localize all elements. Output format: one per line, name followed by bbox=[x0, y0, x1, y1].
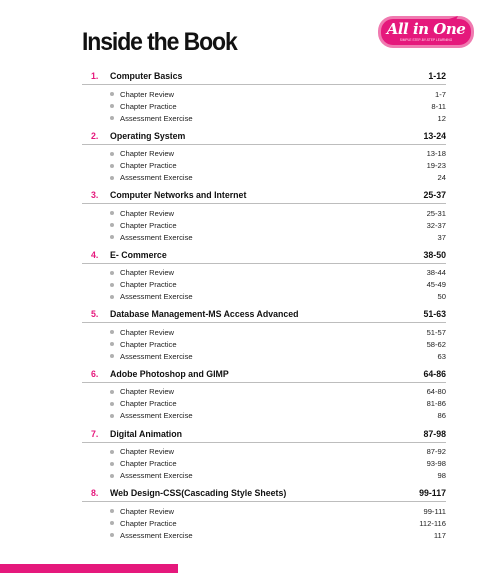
list-item[interactable]: Chapter Review 64-80 bbox=[82, 386, 446, 398]
chapter-pages: 38-50 bbox=[423, 249, 446, 260]
chapter-number: 6. bbox=[91, 368, 99, 379]
list-item[interactable]: Chapter Practice 93-98 bbox=[82, 458, 446, 470]
bullet-icon bbox=[110, 390, 114, 394]
list-item[interactable]: Assessment Exercise 24 bbox=[82, 172, 446, 184]
chapter-number: 3. bbox=[91, 190, 99, 201]
bullet-icon bbox=[110, 283, 114, 287]
list-item[interactable]: Chapter Review 87-92 bbox=[82, 446, 446, 458]
list-item[interactable]: Chapter Review 25-31 bbox=[82, 207, 446, 219]
chapter-6 bbox=[82, 366, 446, 426]
chapter-8 bbox=[82, 485, 446, 545]
bullet-icon bbox=[110, 164, 114, 168]
brand-logo-text: All in One bbox=[386, 20, 466, 38]
chapter-title: E- Commerce bbox=[110, 249, 167, 260]
chapter-pages: 87-98 bbox=[423, 428, 446, 439]
list-item[interactable]: Chapter Practice 112-116 bbox=[82, 517, 446, 529]
list-item[interactable]: Chapter Review 51-57 bbox=[82, 326, 446, 338]
chapter-title: Adobe Photoshop and GIMP bbox=[110, 368, 229, 379]
chapter-subsections bbox=[82, 267, 446, 303]
chapter-title: Digital Animation bbox=[110, 428, 183, 439]
chapter-title: Computer Basics bbox=[110, 71, 183, 81]
chapter-subsections bbox=[82, 505, 446, 541]
chapter-pages: 25-37 bbox=[423, 190, 446, 201]
list-item[interactable]: Chapter Practice 19-23 bbox=[82, 160, 446, 172]
footer-accent-bar bbox=[0, 564, 178, 573]
bullet-icon bbox=[110, 176, 114, 180]
list-item[interactable]: Assessment Exercise 86 bbox=[82, 410, 446, 422]
list-item[interactable]: Chapter Review 13-18 bbox=[82, 148, 446, 160]
chapter-pages: 1-12 bbox=[428, 71, 446, 81]
chapter-2 bbox=[82, 128, 446, 188]
bullet-icon bbox=[110, 474, 114, 478]
chapter-heading[interactable] bbox=[82, 247, 446, 264]
bullet-icon bbox=[110, 354, 114, 358]
chapter-subsections bbox=[82, 88, 446, 124]
bullet-icon bbox=[110, 462, 114, 466]
chapter-5 bbox=[82, 306, 446, 366]
bullet-icon bbox=[110, 533, 114, 537]
chapter-pages: 51-63 bbox=[423, 309, 446, 320]
bullet-icon bbox=[110, 152, 114, 156]
chapter-number: 8. bbox=[91, 488, 99, 499]
brand-logo-tagline: SIMPLE STEP-BY-STEP LEARNING bbox=[399, 38, 453, 42]
bullet-icon bbox=[110, 211, 114, 215]
chapter-subsections bbox=[82, 446, 446, 482]
chapter-subsections bbox=[82, 148, 446, 184]
chapter-pages: 64-86 bbox=[423, 368, 446, 379]
bullet-icon bbox=[110, 450, 114, 454]
chapter-7 bbox=[82, 426, 446, 486]
table-of-contents bbox=[82, 68, 446, 545]
bullet-icon bbox=[110, 116, 114, 120]
list-item[interactable]: Assessment Exercise 37 bbox=[82, 231, 446, 243]
chapter-pages: 99-117 bbox=[419, 488, 446, 499]
chapter-3 bbox=[82, 187, 446, 247]
chapter-heading[interactable] bbox=[82, 68, 446, 85]
chapter-subsections bbox=[82, 386, 446, 422]
chapter-title: Web Design-CSS(Cascading Style Sheets) bbox=[110, 488, 287, 499]
chapter-subsections bbox=[82, 207, 446, 243]
bullet-icon bbox=[110, 295, 114, 299]
chapter-heading[interactable] bbox=[82, 306, 446, 323]
chapter-1 bbox=[82, 68, 446, 128]
list-item[interactable]: Chapter Practice 58-62 bbox=[82, 338, 446, 350]
chapter-number: 7. bbox=[91, 428, 99, 439]
bullet-icon bbox=[110, 342, 114, 346]
chapter-4 bbox=[82, 247, 446, 307]
list-item[interactable]: Assessment Exercise 50 bbox=[82, 291, 446, 303]
bullet-icon bbox=[110, 235, 114, 239]
chapter-title: Operating System bbox=[110, 130, 186, 141]
chapter-number: 4. bbox=[91, 249, 99, 260]
list-item[interactable]: Assessment Exercise 63 bbox=[82, 350, 446, 362]
bullet-icon bbox=[110, 414, 114, 418]
chapter-number: 1. bbox=[91, 71, 99, 81]
chapter-heading[interactable] bbox=[82, 366, 446, 383]
chapter-number: 2. bbox=[91, 130, 99, 141]
bullet-icon bbox=[110, 509, 114, 513]
list-item[interactable]: Assessment Exercise 98 bbox=[82, 470, 446, 482]
chapter-title: Database Management-MS Access Advanced bbox=[110, 309, 299, 320]
bullet-icon bbox=[110, 92, 114, 96]
chapter-heading[interactable] bbox=[82, 187, 446, 204]
chapter-heading[interactable] bbox=[82, 485, 446, 502]
list-item[interactable]: Assessment Exercise 117 bbox=[82, 529, 446, 541]
chapter-subsections bbox=[82, 326, 446, 362]
bullet-icon bbox=[110, 223, 114, 227]
chapter-title: Computer Networks and Internet bbox=[110, 190, 247, 201]
list-item[interactable]: Chapter Review 38-44 bbox=[82, 267, 446, 279]
bullet-icon bbox=[110, 402, 114, 406]
list-item[interactable]: Chapter Practice 32-37 bbox=[82, 219, 446, 231]
chapter-heading[interactable] bbox=[82, 128, 446, 145]
bullet-icon bbox=[110, 330, 114, 334]
list-item[interactable]: Chapter Practice 81-86 bbox=[82, 398, 446, 410]
list-item[interactable]: Chapter Review 1-7 bbox=[82, 88, 446, 100]
bullet-icon bbox=[110, 521, 114, 525]
bullet-icon bbox=[110, 104, 114, 108]
page-title: Inside the Book bbox=[82, 28, 237, 56]
list-item[interactable]: Chapter Practice 8-11 bbox=[82, 100, 446, 112]
chapter-number: 5. bbox=[91, 309, 99, 320]
chapter-heading[interactable] bbox=[82, 426, 446, 443]
bullet-icon bbox=[110, 271, 114, 275]
list-item[interactable]: Assessment Exercise 12 bbox=[82, 112, 446, 124]
brand-logo bbox=[376, 14, 476, 50]
list-item[interactable]: Chapter Practice 45-49 bbox=[82, 279, 446, 291]
list-item[interactable]: Chapter Review 99-111 bbox=[82, 505, 446, 517]
chapter-pages: 13-24 bbox=[423, 130, 446, 141]
